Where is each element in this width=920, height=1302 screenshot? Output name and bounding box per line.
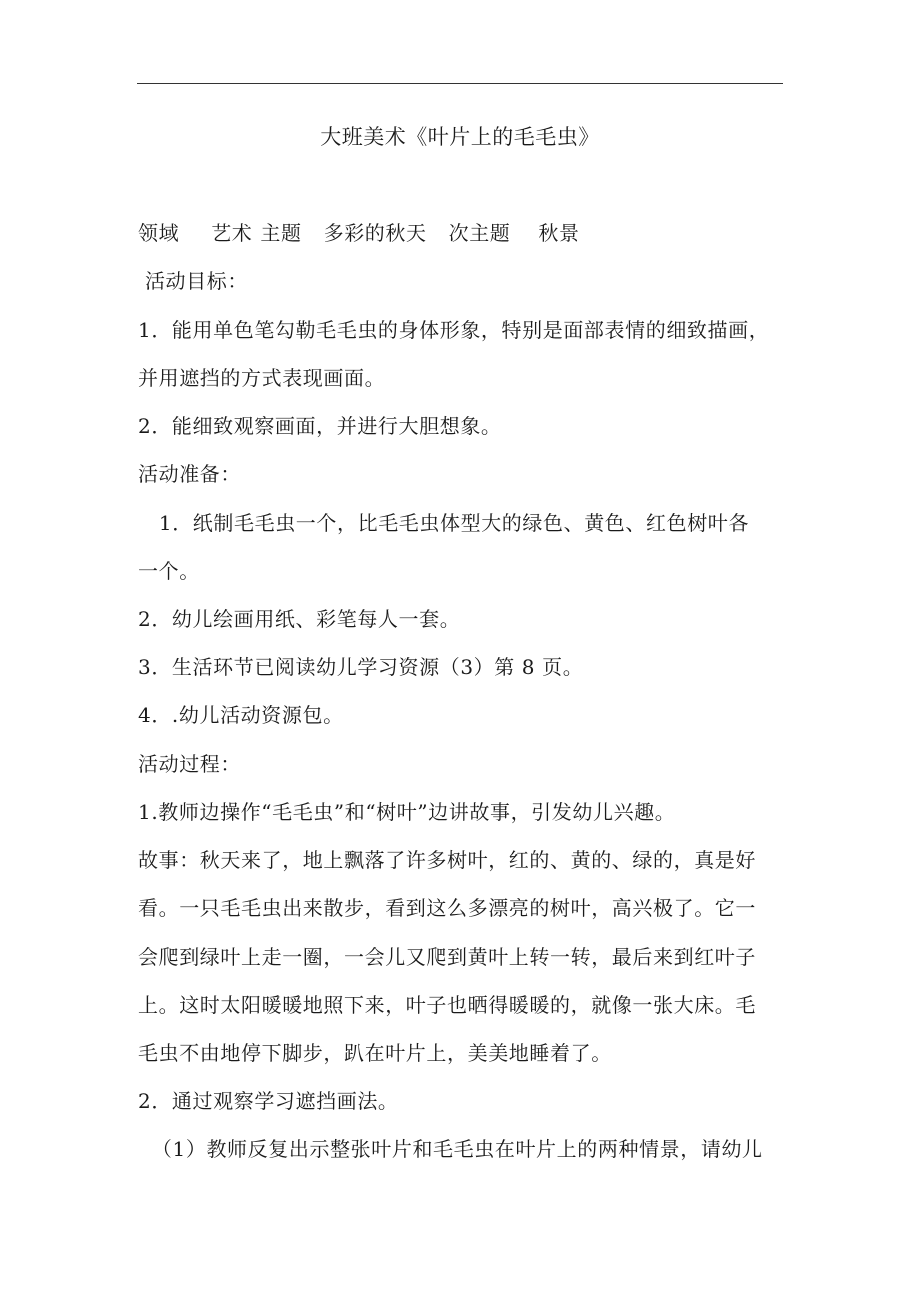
theme-value: 多彩的秋天 bbox=[323, 221, 427, 245]
meta-line bbox=[138, 218, 788, 248]
paragraph-line: （1）教师反复出示整张叶片和毛毛虫在叶片上的两种情景，请幼儿 bbox=[138, 1137, 763, 1161]
story-line: 上。这时太阳暖暖地照下来，叶子也晒得暖暖的，就像一张大床。毛 bbox=[138, 993, 756, 1017]
story-line: 会爬到绿叶上走一圈，一会儿又爬到黄叶上转一转，最后来到红叶子 bbox=[138, 945, 756, 969]
paragraph-line: 2．幼儿绘画用纸、彩笔每人一套。 bbox=[138, 607, 461, 631]
paragraph-line: 3．生活环节已阅读幼儿学习资源（3）第 8 页。 bbox=[138, 655, 584, 679]
paragraph-line: 一个。 bbox=[138, 559, 200, 583]
paragraph-line: 1．纸制毛毛虫一个，比毛毛虫体型大的绿色、黄色、红色树叶各 bbox=[138, 511, 749, 535]
story-line: 看。一只毛毛虫出来散步，看到这么多漂亮的树叶，高兴极了。它一 bbox=[138, 896, 756, 920]
header-rule bbox=[137, 83, 783, 84]
section-heading-process: 活动过程： bbox=[138, 752, 241, 776]
story-line: 毛虫不由地停下脚步，趴在叶片上，美美地睡着了。 bbox=[138, 1041, 612, 1065]
paragraph-line: 1.教师边操作“毛毛虫”和“树叶”边讲故事，引发幼儿兴趣。 bbox=[138, 800, 676, 824]
paragraph-line: 2．能细致观察画面，并进行大胆想象。 bbox=[138, 414, 502, 438]
story-line: 故事：秋天来了，地上飘落了许多树叶，红的、黄的、绿的，真是好 bbox=[138, 848, 756, 872]
domain-value: 艺术 bbox=[211, 221, 253, 245]
section-heading-objectives: 活动目标： bbox=[138, 269, 248, 293]
section-heading-preparation: 活动准备： bbox=[138, 462, 241, 486]
paragraph-line: 并用遮挡的方式表现画面。 bbox=[138, 366, 386, 390]
domain-label: 领域 bbox=[138, 221, 180, 245]
subtheme-label: 次主题 bbox=[448, 221, 511, 245]
paragraph-line: 1．能用单色笔勾勒毛毛虫的身体形象，特别是面部表情的细致描画， bbox=[138, 318, 770, 342]
paragraph-line: 4．.幼儿活动资源包。 bbox=[138, 703, 344, 727]
theme-label: 主题 bbox=[260, 221, 302, 245]
paragraph-line: 2．通过观察学习遮挡画法。 bbox=[138, 1089, 399, 1113]
document-title: 大班美术《叶片上的毛毛虫》 bbox=[320, 125, 600, 149]
subtheme-value: 秋景 bbox=[538, 221, 580, 245]
